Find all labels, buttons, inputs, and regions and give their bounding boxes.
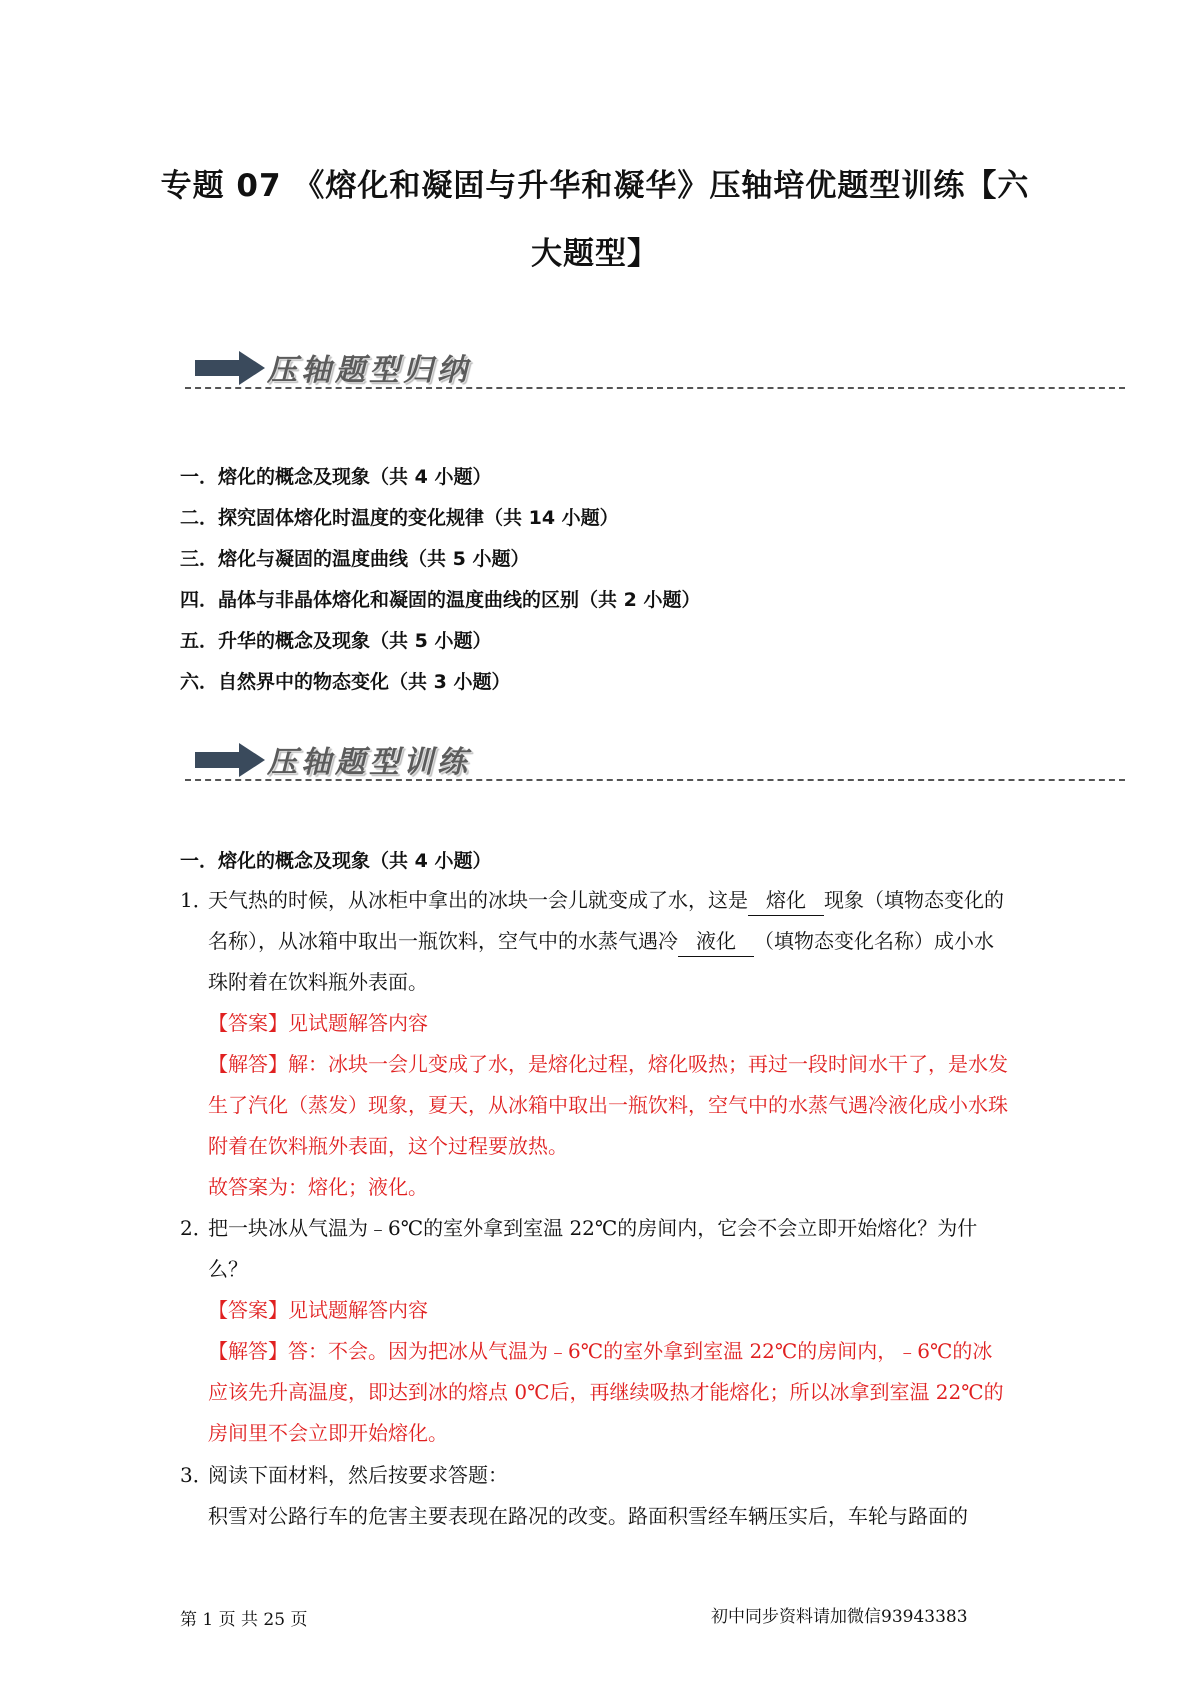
question-number: 1． [180,888,213,912]
toc-item-6[interactable]: 六．自然界中的物态变化（共 3 小题） [180,671,511,693]
answer-blank: 液化 [678,926,754,957]
toc-item-1[interactable]: 一．熔化的概念及现象（共 4 小题） [180,466,492,488]
question-paragraph: 积雪对公路行车的危害主要表现在路况的改变。路面积雪经车辆压实后，车轮与路面的 [208,1504,968,1528]
question-text: 天气热的时候，从冰柜中拿出的冰块一会儿就变成了水，这是 [208,888,748,912]
divider [185,779,1125,781]
training-banner-label: 压轴题型训练 [267,745,471,780]
page-title-line1: 专题 07 《熔化和凝固与升华和凝华》压轴培优题型训练【六 [160,168,1030,204]
question-text: （填物态变化名称）成小水珠附着在饮料瓶外表面。 [208,929,994,994]
answer-blank: 熔化 [748,885,824,916]
solution-text: 【解答】解：冰块一会儿变成了水，是熔化过程，熔化吸热；再过一段时间水干了，是水发生了汽化（蒸发）现象，夏天，从冰箱中取出一瓶饮料，空气中的水蒸气遇冷液化成小水珠附着在饮料瓶外表面，这个过程要放热。 [208,1052,1008,1158]
page-title-line2: 大题型】 [531,236,659,272]
answer-label: 【答案】见试题解答内容 [208,1011,428,1035]
final-answer: 故答案为：熔化；液化。 [208,1175,428,1199]
solution-text: 【解答】答：不会。因为把冰从气温为﹣6℃的室外拿到室温 22℃的房间内，﹣6℃的冰应该先升高温度，即达到冰的熔点 0℃后，再继续吸热才能熔化；所以冰拿到室温 22℃的房间里不会立即开始熔化。 [208,1339,1004,1445]
training-banner [185,735,1125,795]
summary-banner [185,343,1125,403]
question-number: 2． [180,1216,213,1240]
question-1 [180,880,1010,1208]
question-2 [180,1208,1010,1454]
question-3 [180,1455,1010,1537]
table-of-contents [180,457,700,703]
footer-note: 初中同步资料请加微信93943383 [711,1607,968,1627]
arrow-right-icon [195,743,265,777]
summary-banner-label: 压轴题型归纳 [267,353,471,388]
toc-item-5[interactable]: 五．升华的概念及现象（共 5 小题） [180,630,492,652]
page-number: 第 1 页 共 25 页 [180,1610,308,1630]
answer-label: 【答案】见试题解答内容 [208,1298,428,1322]
question-number: 3． [180,1463,213,1487]
question-text: 现象（填物态变化的名称），从冰箱中取出一瓶饮料，空气中的水蒸气遇冷 [208,888,1004,953]
divider [185,387,1125,389]
toc-item-4[interactable]: 四．晶体与非晶体熔化和凝固的温度曲线的区别（共 2 小题） [180,589,701,611]
question-text: 把一块冰从气温为﹣6℃的室外拿到室温 22℃的房间内，它会不会立即开始熔化？为什么？ [208,1216,978,1281]
question-text: 阅读下面材料，然后按要求答题： [208,1463,508,1487]
toc-item-2[interactable]: 二．探究固体熔化时温度的变化规律（共 14 小题） [180,507,619,529]
section-heading: 一．熔化的概念及现象（共 4 小题） [180,850,492,872]
arrow-right-icon [195,351,265,385]
toc-item-3[interactable]: 三．熔化与凝固的温度曲线（共 5 小题） [180,548,530,570]
